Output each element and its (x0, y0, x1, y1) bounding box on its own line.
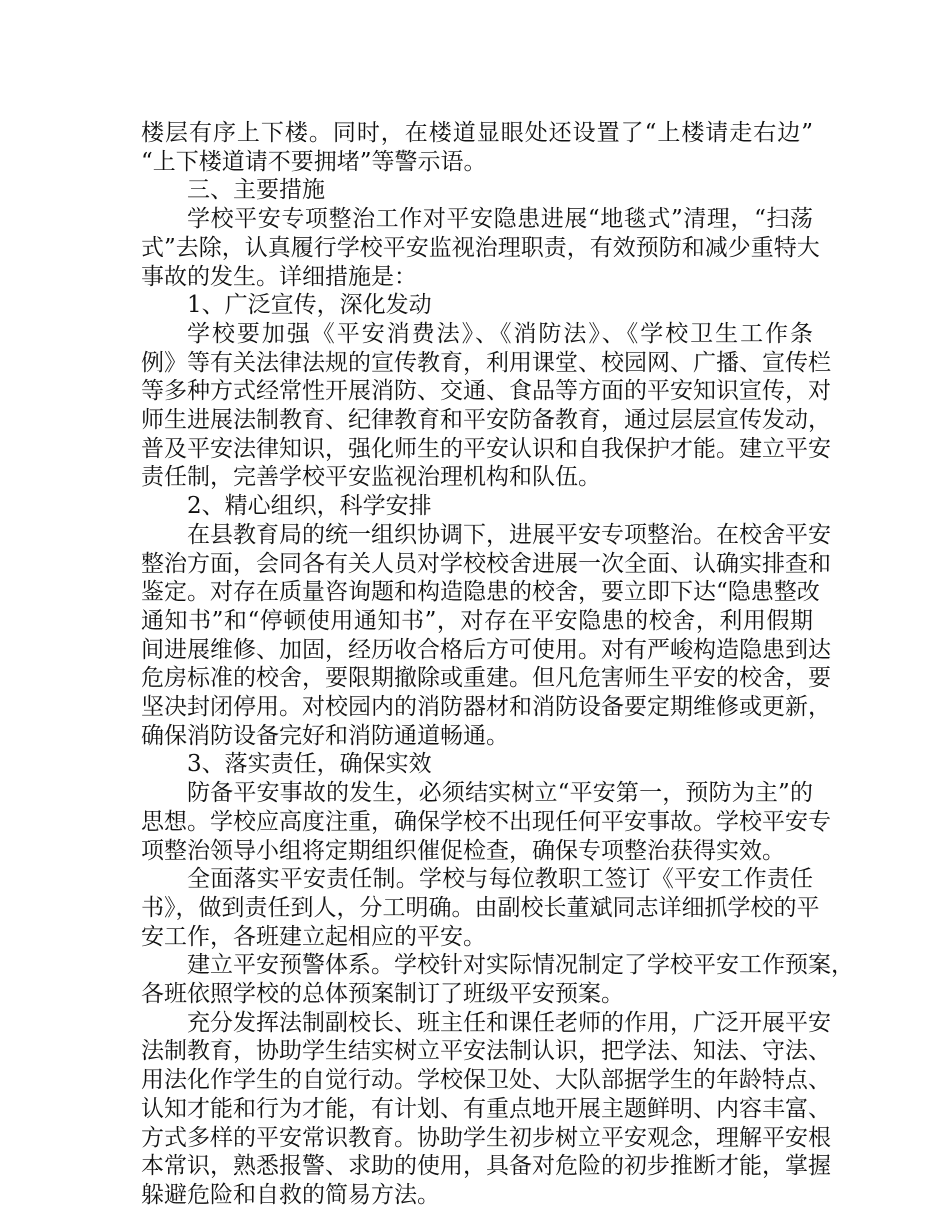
text-line: 普及平安法律知识，强化师生的平安认识和自我保护才能。建立平安 (141, 435, 831, 462)
text-line: 确保消防设备完好和消防通道畅通。 (141, 722, 509, 749)
text-line: 鉴定。对存在质量咨询题和构造隐患的校舍，要立即下达“隐患整改 (141, 579, 820, 606)
text-line: 整治方面，会同各有关人员对学校校舍进展一次全面、认确实排查和 (141, 550, 831, 577)
text-line: 在县教育局的统一组织协调下，进展平安专项整治。在校舍平安 (187, 521, 831, 548)
text-line: 思想。学校应高度注重，确保学校不出现任何平安事故。学校平安专 (141, 808, 831, 835)
text-line: 责任制，完善学校平安监视治理机构和队伍。 (141, 464, 601, 491)
text-line: 躲避危险和自救的简易方法。 (141, 1181, 440, 1208)
text-line: 式”去除，认真履行学校平安监视治理职责，有效预防和减少重特大 (141, 234, 820, 261)
text-line: 法制教育，协助学生结实树立平安法制认识，把学法、知法、守法、 (141, 1038, 831, 1065)
text-line: 3、落实责任，确保实效 (187, 751, 432, 778)
text-line: 间进展维修、加固，经历收合格后方可使用。对有严峻构造隐患到达 (141, 636, 831, 663)
text-line: 通知书”和“停顿使用通知书”，对存在平安隐患的校舍，利用假期 (141, 607, 813, 634)
text-line: 认知才能和行为才能，有计划、有重点地开展主题鲜明、内容丰富、 (141, 1095, 831, 1122)
text-line: 书》，做到责任到人，分工明确。由副校长董斌同志详细抓学校的平 (141, 894, 820, 921)
text-line: 安工作，各班建立起相应的平安。 (141, 923, 486, 950)
text-line: 例》等有关法律法规的宣传教育，利用课堂、校园网、广播、宣传栏 (141, 349, 831, 376)
text-line: “上下楼道请不要拥堵”等警示语。 (141, 148, 487, 175)
text-line: 用法化作学生的自觉行动。学校保卫处、大队部据学生的年龄特点、 (141, 1067, 831, 1094)
text-line: 三、主要措施 (187, 177, 325, 204)
text-line: 充分发挥法制副校长、班主任和课任老师的作用，广泛开展平安 (187, 1009, 831, 1036)
text-line: 师生进展法制教育、纪律教育和平安防备教育，通过层层宣传发动， (141, 407, 831, 433)
text-line: 2、精心组织，科学安排 (187, 493, 432, 520)
text-line: 等多种方式经常性开展消防、交通、食品等方面的平安知识宣传，对 (141, 378, 831, 405)
text-line: 学校要加强《平安消费法》、《消防法》、《学校卫生工作条 (187, 320, 813, 347)
text-line: 本常识，熟悉报警、求助的使用，具备对危险的初步推断才能，掌握 (141, 1153, 831, 1180)
text-line: 事故的发生。详细措施是： (141, 263, 417, 290)
text-line: 方式多样的平安常识教育。协助学生初步树立平安观念，理解平安根 (141, 1124, 831, 1151)
text-line: 全面落实平安责任制。学校与每位教职工签订《平安工作责任 (187, 866, 813, 893)
text-line: 坚决封闭停用。对校园内的消防器材和消防设备要定期维修或更新， (141, 694, 831, 720)
text-line: 楼层有序上下楼。同时，在楼道显眼处还设置了“上楼请走右边” (141, 120, 813, 146)
text-line: 1、广泛宣传，深化发动 (187, 292, 432, 319)
text-line: 项整治领导小组将定期组织催促检查，确保专项整治获得实效。 (141, 837, 785, 864)
text-line: 危房标准的校舍，要限期撤除或重建。但凡危害师生平安的校舍，要 (141, 665, 831, 692)
text-line: 各班依照学校的总体预案制订了班级平安预案。 (141, 981, 624, 1007)
text-line: 学校平安专项整治工作对平安隐患进展“地毯式”清理，“扫荡 (187, 206, 813, 233)
text-line: 防备平安事故的发生，必须结实树立“平安第一，预防为主”的 (187, 780, 813, 807)
text-line: 建立平安预警体系。学校针对实际情况制定了学校平安工作预案， (187, 952, 854, 979)
